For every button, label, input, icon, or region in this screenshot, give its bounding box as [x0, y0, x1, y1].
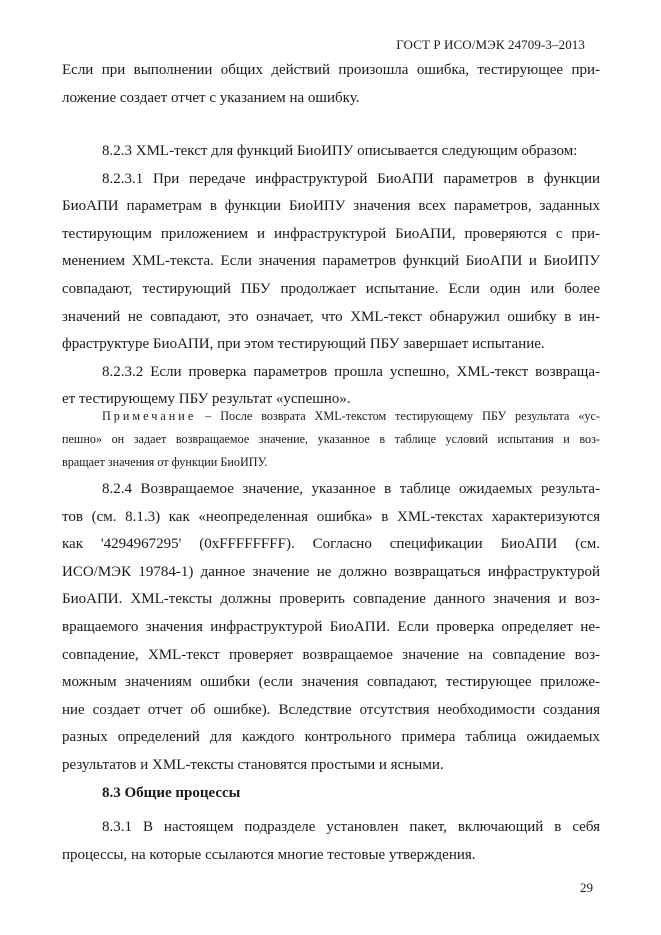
text-line: 8.2.3.2 Если проверка параметров прошла успешно, XML-текст возвраща-	[102, 363, 600, 380]
note-line: пешно» он задает возвращаемое значение, указанное в таблице условий испытания и воз-	[62, 432, 600, 446]
section-heading: 8.3 Общие процессы	[102, 785, 241, 801]
text-line: тов (см. 8.1.3) как «неопределенная ошибка» в XML-текстах характеризуются	[62, 508, 600, 525]
page-number: 29	[580, 880, 593, 895]
text-line: совпадение, XML-текст проверяет возвращаемое значение на совпадение воз-	[62, 646, 600, 663]
text-line: БиоАПИ параметрам в функции БиоИПУ значения всех параметров, заданных	[62, 198, 600, 215]
paragraph-8-2-4	[62, 476, 600, 780]
paragraph-8-3-1	[62, 814, 600, 869]
text-line: Если при выполнении общих действий произошла ошибка, тестирующее при-	[62, 62, 600, 78]
note-text: – После возврата XML-текстом тестирующему ПБУ результата «ус-	[196, 409, 600, 423]
text-line: фраструктуре БиоАПИ, при этом тестирующий ПБУ завершает испытание.	[62, 336, 545, 353]
section-heading-block	[62, 780, 600, 808]
text-line: вращаемого значения инфраструктурой БиоАПИ. Если проверка определяет не-	[62, 618, 600, 635]
text-line: БиоАПИ. XML-тексты должны проверить совпадение данного значения и воз-	[62, 591, 600, 608]
note-label: Примечание	[102, 409, 197, 423]
text-line: значений не совпадают, это означает, что XML-текст обнаружил ошибку в ин-	[62, 308, 600, 325]
text-line: 8.2.4 Возвращаемое значение, указанное в таблице ожидаемых результа-	[102, 481, 600, 497]
text-line: разных определений для каждого контрольного примера таблица ожидаемых	[62, 729, 600, 746]
note-block	[62, 405, 600, 474]
paragraph-error-report	[62, 57, 600, 112]
text-line: менением XML-текста. Если значения параметров функций БиоАПИ и БиоИПУ	[62, 253, 600, 270]
text-line: можным значениям ошибки (если значения совпадают, тестирующее приложе-	[62, 674, 600, 691]
text-line: 8.2.3.1 При передаче инфраструктурой БиоАПИ параметров в функции	[102, 170, 600, 187]
text-line: совпадают, тестирующий ПБУ продолжает испытание. Если один или более	[62, 280, 600, 297]
text-line: тестирующим приложением и инфраструктурой БиоАПИ, проверяются с при-	[62, 225, 600, 242]
text-line: процессы, на которые ссылаются многие тестовые утверждения.	[62, 846, 476, 863]
text-line: 8.3.1 В настоящем подразделе установлен пакет, включающий в себя	[102, 819, 600, 835]
text-line: ИСО/МЭК 19784-1) данное значение не должно возвращаться инфраструктурой	[62, 563, 600, 580]
document-header: ГОСТ Р ИСО/МЭК 24709-3–2013	[396, 37, 585, 52]
note-line: вращает значения от функции БиоИПУ.	[62, 455, 268, 469]
text-line: ложение создает отчет с указанием на ошибку.	[62, 89, 360, 106]
paragraph-8-2-3	[62, 138, 600, 414]
text-line: 8.2.3 XML-текст для функций БиоИПУ описывается следующим образом:	[102, 143, 578, 159]
text-line: результатов и XML-тексты становятся простыми и ясными.	[62, 756, 444, 773]
text-line: как '4294967295' (0xFFFFFFFF). Согласно спецификации БиоАПИ (см.	[62, 536, 600, 553]
note-line	[62, 405, 600, 428]
text-line: ет тестирующему ПБУ результат «успешно».	[62, 391, 351, 408]
text-line: ние создает отчет об ошибке). Вследствие отсутствия необходимости создания	[62, 701, 600, 718]
